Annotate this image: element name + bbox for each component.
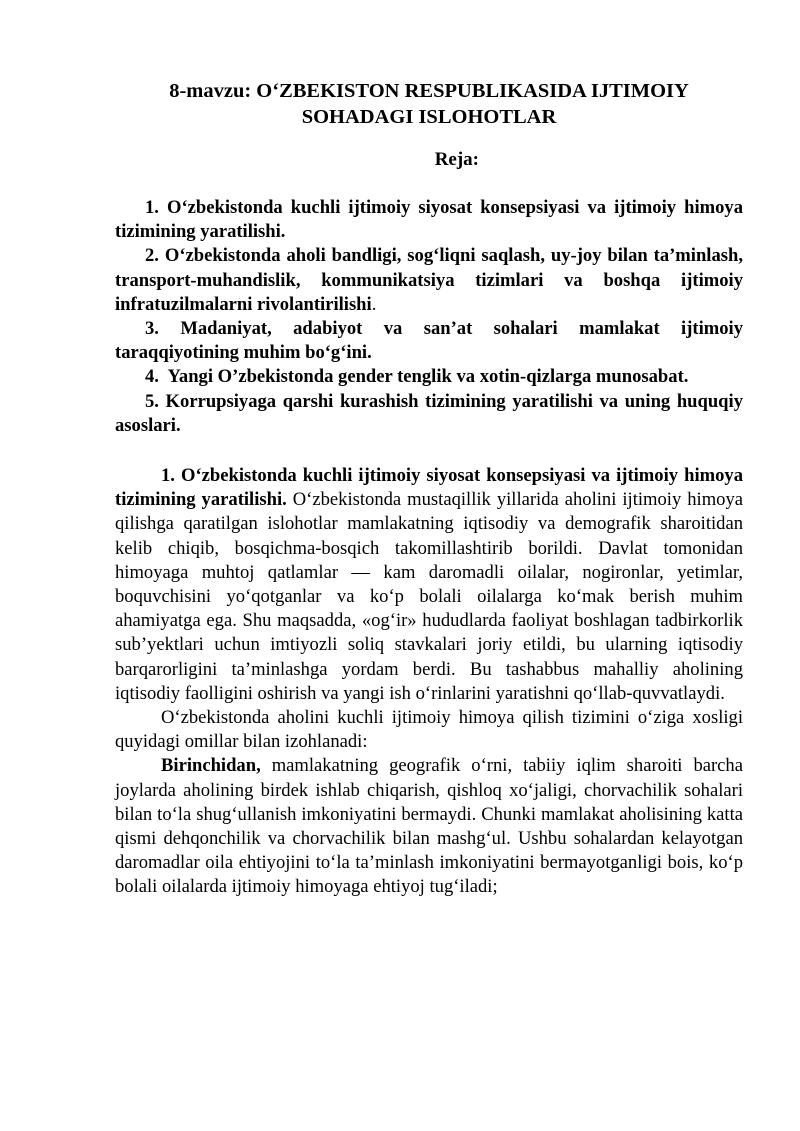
section-1-heading: 1. O‘zbekistonda kuchli ijtimoiy siyosat konsepsiyasi va ijtimoiy himoya tizimining yaratilishi. bbox=[115, 465, 743, 511]
lecture-title bbox=[115, 78, 743, 130]
document-body bbox=[115, 78, 743, 900]
lecture-title-line-1: 8-mavzu: O‘ZBEKISTON RESPUBLIKASIDA IJTIMOIY bbox=[169, 80, 689, 102]
plan-heading: Reja: bbox=[434, 149, 479, 170]
plan-item: 4. Yangi O’zbekistonda gender tenglik va xotin-qizlarga munosabat. bbox=[145, 366, 689, 388]
first-factor-text: mamlakatning geografik o‘rni, tabiiy iqlim sharoiti barcha joylarda aholining birdek ishlab chiqarish, qishloq xo‘jaligi, chorvachilik sohalari bilan to‘la shug‘ullanish imkoniyatini bermaydi. Chunki mamlakat aholisining katta qismi dehqonchilik va chorvachilik bilan mashg‘ul. Ushbu sohalardan kelayotgan daromadlar oila ehtiyojini to‘la ta’minlash imkoniyatini bermayotganligi bois, ko‘p bolali oilalarda ijtimoiy himoyaga ehtiyoj tug‘iladi; bbox=[115, 755, 743, 898]
plan-item-period: . bbox=[371, 293, 377, 315]
paragraph-factors-intro: O‘zbekistonda aholini kuchli ijtimoiy himoya qilish tizimini o‘ziga xosligi quyidagi omillar bilan izohlanadi: bbox=[115, 707, 743, 753]
plan-item: 1. O‘zbekistonda kuchli ijtimoiy siyosat konsepsiyasi va ijtimoiy himoya tizimining yaratilishi. bbox=[115, 197, 743, 243]
plan-item: 2. O‘zbekistonda aholi bandligi, sog‘liqni saqlash, uy-joy bilan ta’minlash, transport-muhandislik, kommunikatsiya tizimlari va boshqa ijtimoiy infratuzilmalarni rivolantirilishi. bbox=[115, 245, 743, 315]
paragraph-first-factor bbox=[115, 754, 743, 899]
plan-item: 5. Korrupsiyaga qarshi kurashish tizimining yaratilishi va uning huquqiy asoslari. bbox=[115, 390, 743, 436]
first-factor-lead: Birinchidan, bbox=[161, 755, 261, 777]
plan-list bbox=[115, 196, 743, 438]
section-1-text: O‘zbekistonda mustaqillik yillarida aholini ijtimoiy himoya qilishga qaratilgan islohotlar mamlakatning iqtisodiy va demografik sharoitidan kelib chiqib, bosqichma-bosqich takomillashtirib borildi. Davlat tomonidan himoyaga muhtoj qatlamlar — kam daromadli oilalar, nogironlar, yetimlar, boquvchisini yo‘qotganlar va ko‘p bolali oilalarga ko‘mak berish muhim ahamiyatga ega. Shu maqsadda, «og‘ir» hududlarda faoliyat boshlagan tadbirkorlik sub’yektlari uchun imtiyozli soliq stavkalari joriy etildi, bu ularning iqtisodiy barqarorligini ta’minlashga yordam berdi. Bu tashabbus mahalliy aholining iqtisodiy faolligini oshirish va yangi ish o‘rinlarini yaratishni qo‘llab-quvvatlaydi. bbox=[115, 489, 743, 704]
lecture-title-line-2: SOHADAGI ISLOHOTLAR bbox=[301, 106, 557, 128]
section-1-paragraph bbox=[115, 464, 743, 706]
plan-item: 3. Madaniyat, adabiyot va san’at sohalari mamlakat ijtimoiy taraqqiyotining muhim bo‘g‘ini. bbox=[115, 318, 743, 364]
